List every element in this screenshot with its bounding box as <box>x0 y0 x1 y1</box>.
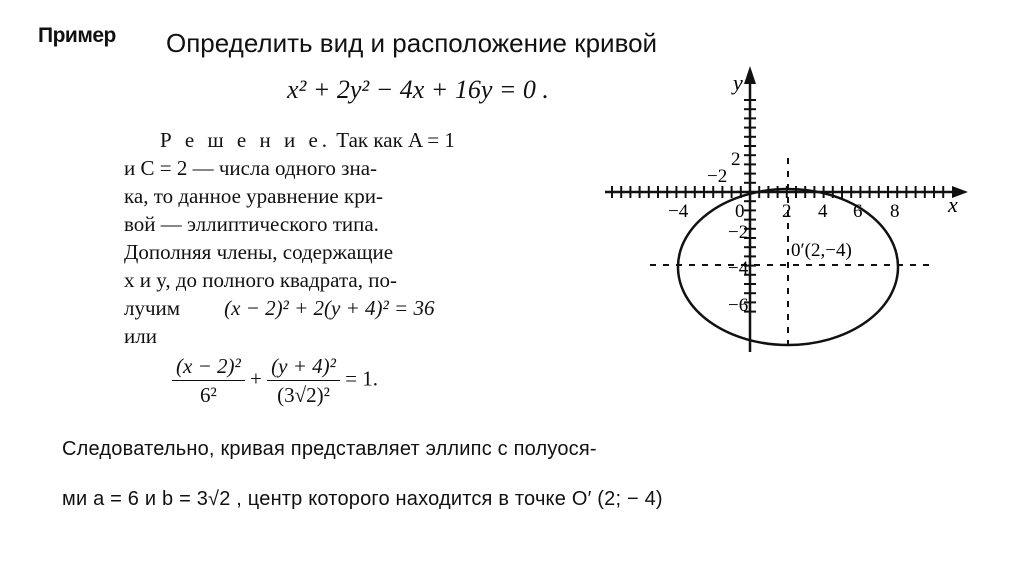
x-tick-label-2: 2 <box>782 201 792 222</box>
fraction-x <box>172 352 245 409</box>
plus-sign: + <box>250 366 262 391</box>
canonical-equation <box>172 352 378 409</box>
equals-one: = 1. <box>345 366 378 391</box>
y-axis-arrow <box>744 66 756 84</box>
solution-line-8: или <box>124 324 157 348</box>
solution-lead: Р е ш е н и е. <box>160 128 332 152</box>
y-tick-label-2: 2 <box>731 149 741 170</box>
solution-line-1 <box>160 126 455 154</box>
solution-line-1-text: Так как A = 1 <box>331 128 455 152</box>
fraction-y <box>267 352 340 409</box>
conclusion-line-2: ми a = 6 и b = 3√2 , центр которого находится в точке O′ (2; − 4) <box>62 488 663 510</box>
example-label: Пример <box>38 24 116 47</box>
task-heading: Определить вид и расположение кривой <box>166 28 658 58</box>
fraction-y-denominator: (3√2)² <box>277 383 330 407</box>
x-tick-label-4: 4 <box>818 201 828 222</box>
solution-line-7 <box>124 294 434 322</box>
x-axis-label: x <box>948 192 958 217</box>
y-tick-label-neg2-upper: −2 <box>707 166 728 187</box>
x-tick-label-8: 8 <box>890 201 900 222</box>
y-tick-label-neg4: −4 <box>728 258 749 279</box>
y-tick-label-neg6: −6 <box>728 295 749 316</box>
x-tick-label-neg4: −4 <box>668 201 689 222</box>
conclusion-line-1: Следовательно, кривая представляет эллипс с полуося- <box>62 438 597 460</box>
solution-line-5: Дополняя члены, содержащие <box>124 240 394 264</box>
fraction-y-numerator: (y + 4)² <box>267 352 340 381</box>
solution-line-4: вой — эллиптического типа. <box>124 212 379 236</box>
x-tick-label-0: 0 <box>735 201 745 222</box>
center-point-label: 0′(2,−4) <box>791 240 852 261</box>
solution-line-3: ка, то данное уравнение кри- <box>124 184 383 208</box>
fraction-x-numerator: (x − 2)² <box>172 352 245 381</box>
ellipse-graph <box>590 60 980 370</box>
y-tick-label-neg2: −2 <box>728 222 749 243</box>
solution-line-6: x и y, до полного квадрата, по- <box>124 268 397 292</box>
completed-square-equation: (x − 2)² + 2(y + 4)² = 36 <box>224 296 435 320</box>
y-axis-label: y <box>733 70 743 95</box>
x-tick-label-6: 6 <box>853 201 863 222</box>
solution-line-2: и C = 2 — числа одного зна- <box>124 156 378 180</box>
solution-line-7-text: лучим <box>124 296 181 320</box>
fraction-x-denominator: 6² <box>199 383 217 407</box>
main-equation: x² + 2y² − 4x + 16y = 0 . <box>287 75 549 104</box>
